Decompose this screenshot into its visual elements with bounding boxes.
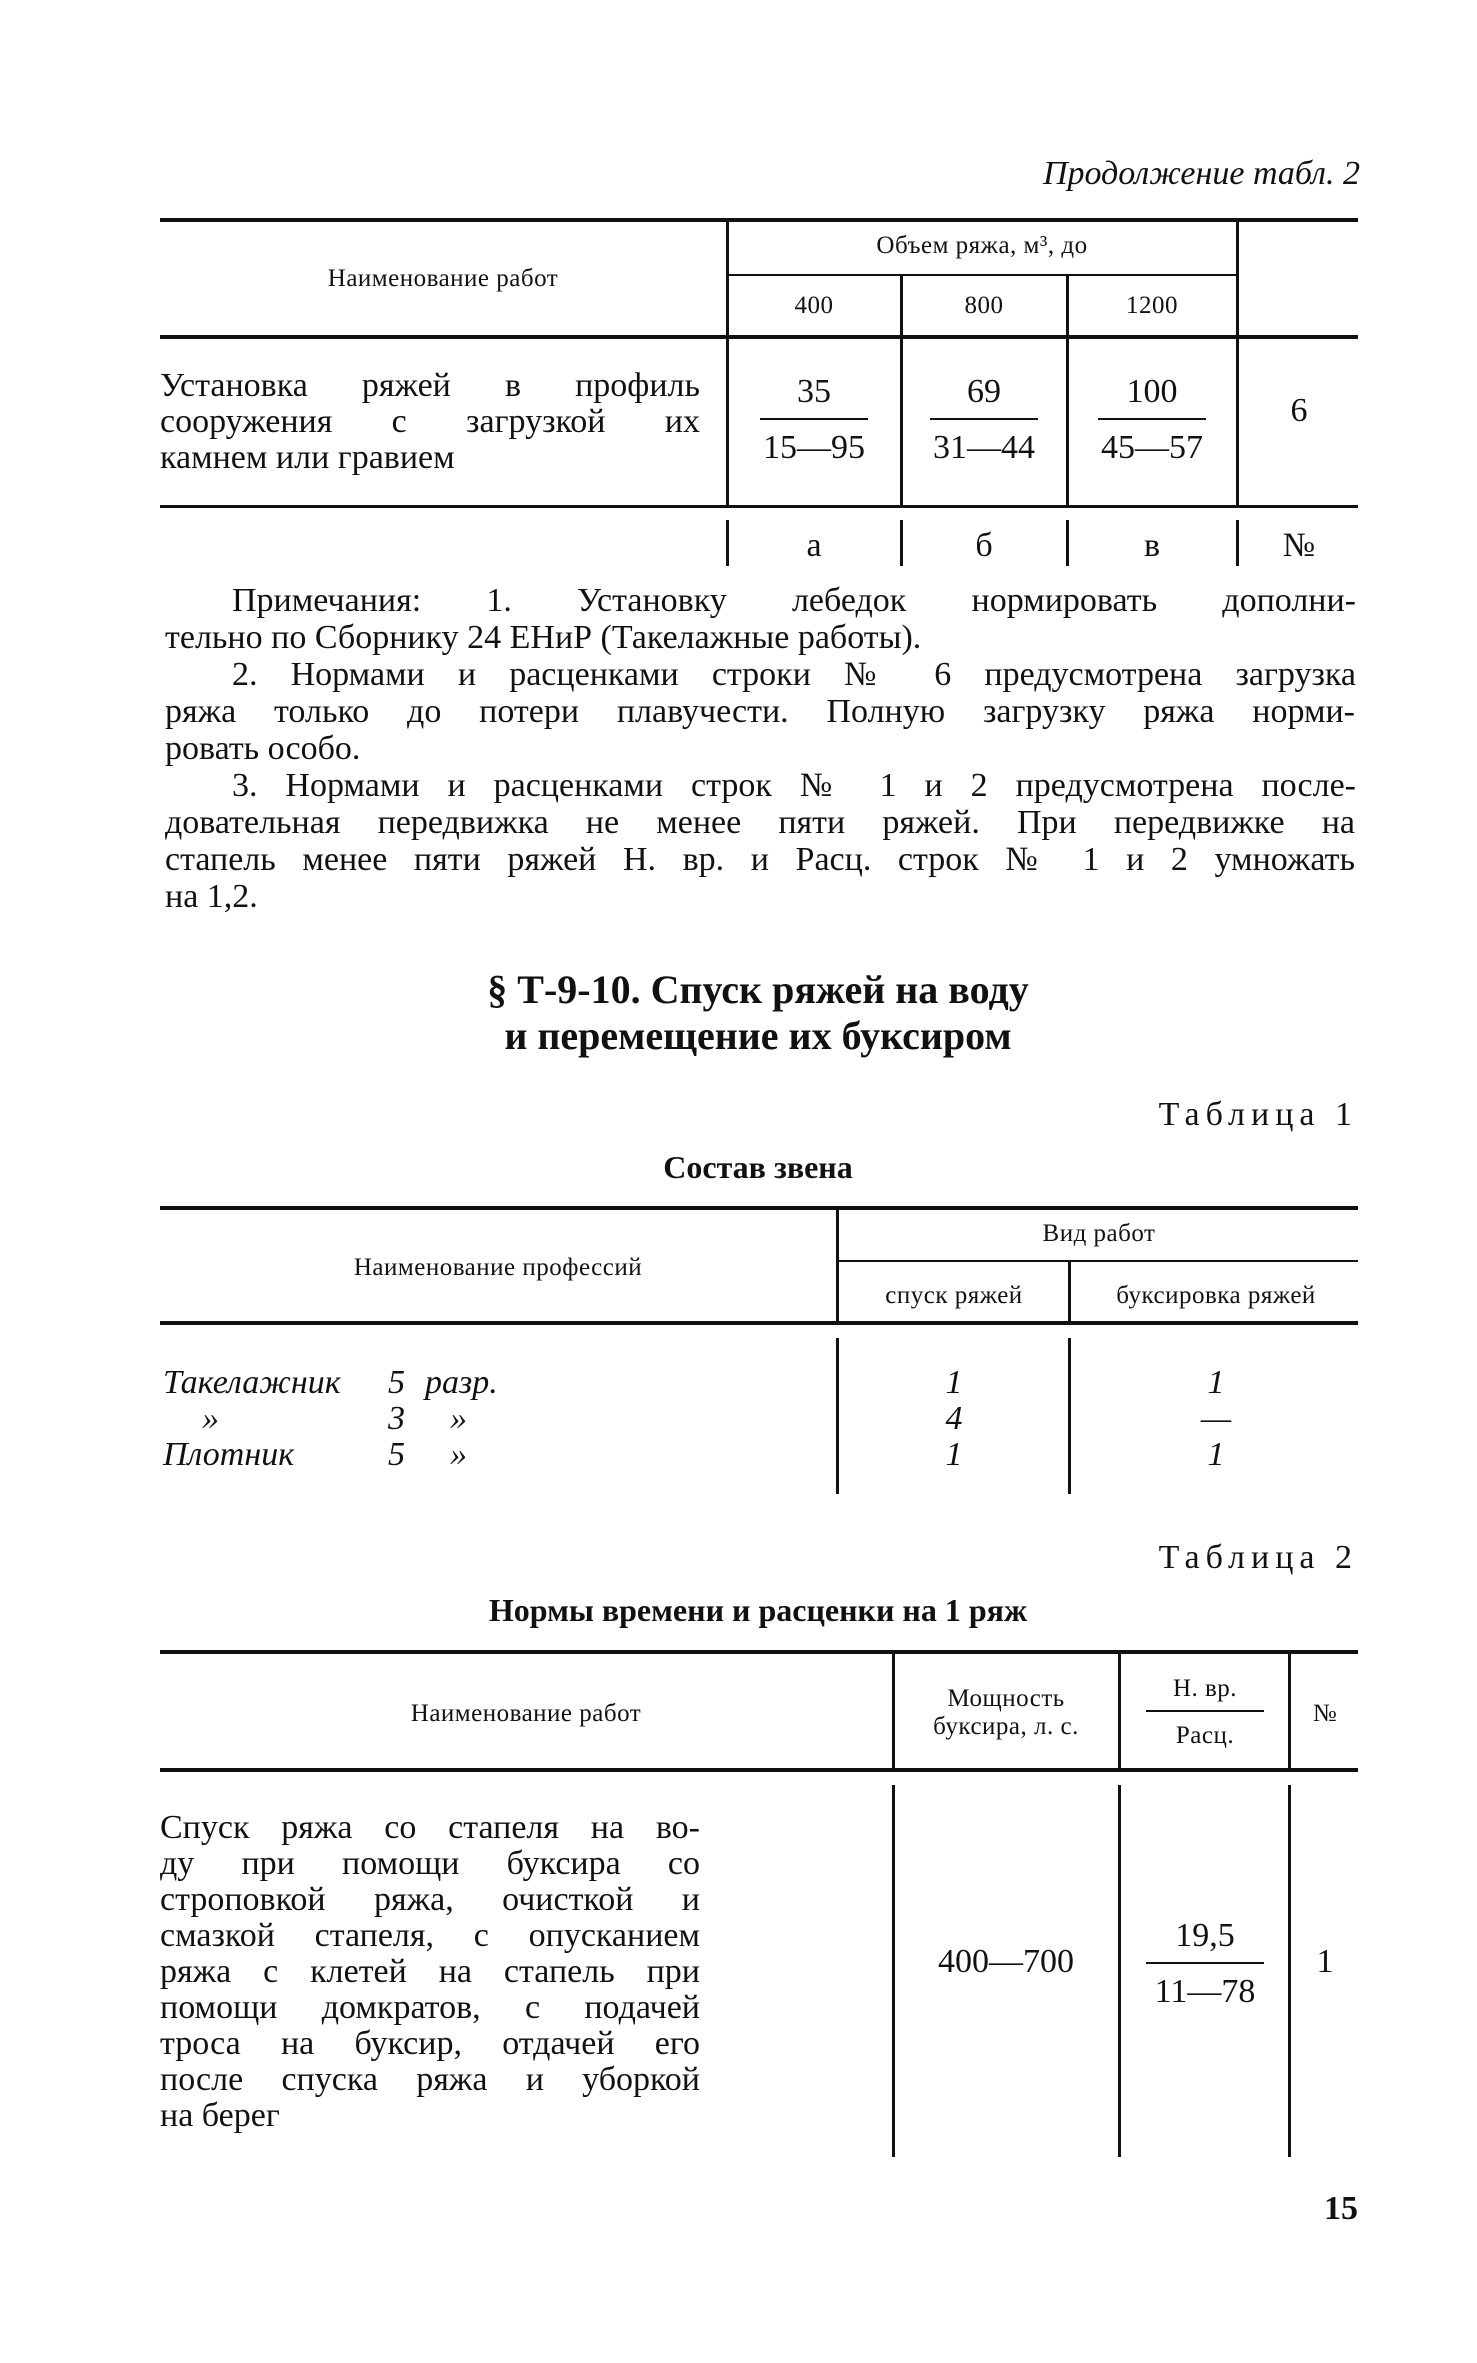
row-name-line: ду при помощи буксира со	[160, 1845, 700, 1882]
column-header-400: 400	[794, 292, 834, 319]
section-title: § Т-9-10. Спуск ряжей на воду	[487, 967, 1029, 1012]
column-header-volume: Объем ряжа, м³, до	[876, 232, 1088, 259]
norm-value: 35	[797, 373, 831, 410]
price-value: 31—44	[933, 429, 1035, 466]
profession-name: »	[202, 1400, 219, 1437]
note-line: на 1,2.	[165, 878, 258, 915]
row-name-line: помощи домкратов, с подачей	[160, 1989, 700, 2026]
note-line: 2. Нормами и расценками строки № 6 предусмотрена загрузка	[232, 656, 1356, 693]
column-header-power: буксира, л. с.	[933, 1713, 1079, 1740]
note-line: ровать особо.	[165, 730, 361, 767]
section-subtitle: и перемещение их буксиром	[504, 1013, 1012, 1058]
profession-unit: »	[450, 1400, 467, 1437]
row-name-line: после спуска ряжа и уборкой	[160, 2061, 700, 2098]
column-header-towing: буксировка ряжей	[1116, 1282, 1316, 1309]
continuation-label: Продолжение табл. 2	[1042, 155, 1360, 192]
profession-grade: 5	[388, 1364, 405, 1401]
row-name-line: Установка ряжей в профиль	[160, 367, 700, 404]
column-header-launch: спуск ряжей	[885, 1282, 1023, 1309]
table2-caption: Нормы времени и расценки на 1 ряж	[488, 1592, 1028, 1628]
row-name-line: строповкой ряжа, очисткой и	[160, 1881, 700, 1918]
note-line: Примечания: 1. Установку лебедок нормировать дополни-	[232, 582, 1356, 619]
row-name-line: троса на буксир, отдачей его	[160, 2025, 700, 2062]
row-number: 1	[1316, 1943, 1334, 1980]
towing-count: —	[1200, 1400, 1232, 1437]
towing-count: 1	[1207, 1364, 1225, 1401]
column-index-c: в	[1143, 527, 1161, 564]
table2-label: Таблица 2	[1158, 1539, 1358, 1576]
norm-value: 100	[1126, 373, 1178, 410]
profession-grade: 3	[388, 1400, 405, 1437]
note-line: тельно по Сборнику 24 ЕНиР (Такелажные работы).	[165, 619, 922, 656]
row-name-line: Спуск ряжа со стапеля на во-	[160, 1809, 700, 1846]
profession-unit: разр.	[425, 1364, 498, 1401]
row-name-line: ряжа с клетей на стапель при	[160, 1953, 700, 1990]
column-header-norm: Н. вр.	[1172, 1675, 1238, 1702]
towing-count: 1	[1207, 1436, 1225, 1473]
column-header-800: 800	[964, 292, 1004, 319]
norm-value: 19,5	[1175, 1917, 1235, 1954]
table1-caption: Состав звена	[663, 1149, 853, 1185]
note-line: стапель менее пяти ряжей Н. вр. и Расц. строк № 1 и 2 умножать	[165, 841, 1355, 878]
column-header-name: Наименование работ	[410, 1700, 642, 1727]
profession-name: Такелажник	[163, 1364, 341, 1401]
norm-value: 69	[967, 373, 1001, 410]
profession-name: Плотник	[163, 1436, 295, 1473]
column-index-b: б	[975, 527, 993, 564]
row-name-line: на берег	[160, 2097, 280, 2134]
price-value: 45—57	[1101, 429, 1203, 466]
page-number: 15	[1324, 2190, 1358, 2227]
tug-power-value: 400—700	[938, 1943, 1074, 1980]
row-name-line: смазкой стапеля, с опусканием	[160, 1917, 700, 1954]
price-value: 11—78	[1154, 1973, 1256, 2010]
note-line: 3. Нормами и расценками строк № 1 и 2 предусмотрена после-	[232, 767, 1356, 804]
column-index-number: №	[1282, 527, 1316, 564]
note-line: довательная передвижка не менее пяти ряжей. При передвижке на	[165, 804, 1355, 841]
column-header-price: Расц.	[1175, 1722, 1235, 1749]
column-header-number: №	[1312, 1700, 1338, 1727]
column-header-work-type: Вид работ	[1042, 1220, 1156, 1247]
profession-unit: »	[450, 1436, 467, 1473]
row-name-line: камнем или гравием	[160, 439, 455, 476]
column-header-profession: Наименование профессий	[353, 1254, 643, 1281]
launch-count: 1	[945, 1436, 963, 1473]
row-name-line: сооружения с загрузкой их	[160, 403, 700, 440]
column-index-a: а	[806, 527, 822, 564]
profession-grade: 5	[388, 1436, 405, 1473]
column-header-1200: 1200	[1126, 292, 1178, 319]
row-number: 6	[1290, 392, 1308, 429]
launch-count: 1	[945, 1364, 963, 1401]
table1-label: Таблица 1	[1158, 1096, 1358, 1133]
column-header-name: Наименование работ	[327, 265, 559, 292]
note-line: ряжа только до потери плавучести. Полную загрузку ряжа норми-	[165, 693, 1355, 730]
price-value: 15—95	[763, 429, 865, 466]
column-header-power: Мощность	[947, 1685, 1065, 1712]
launch-count: 4	[945, 1400, 963, 1437]
